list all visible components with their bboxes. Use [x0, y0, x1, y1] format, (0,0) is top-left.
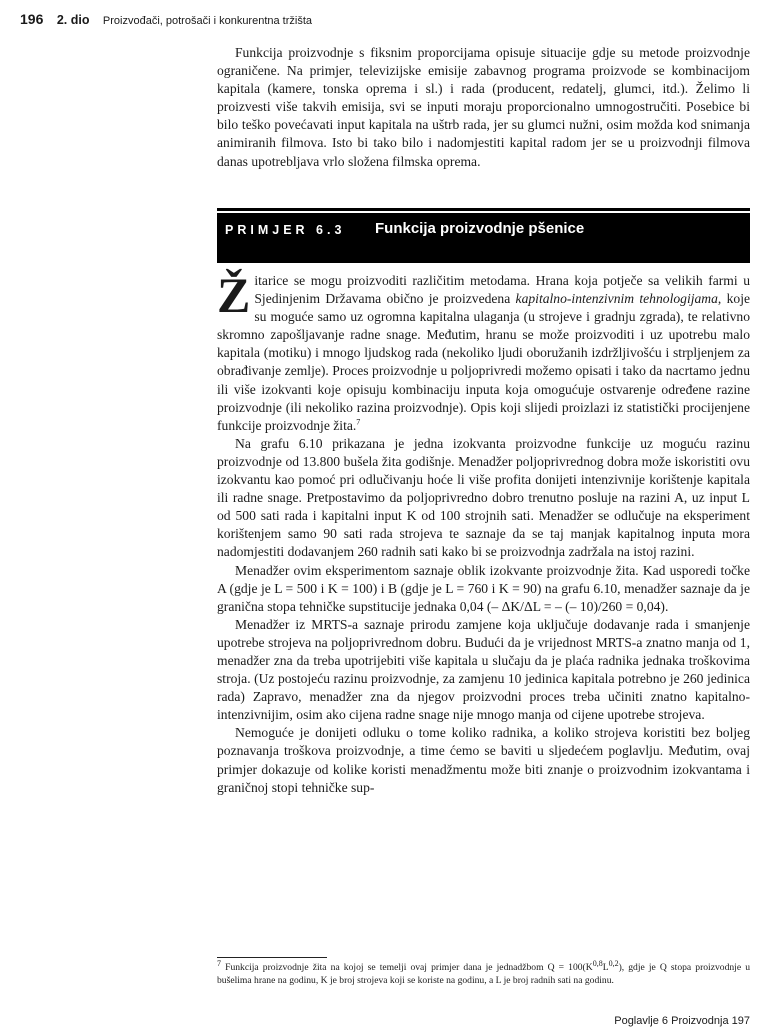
example-box-rule [217, 208, 750, 211]
dropcap: Ž [217, 267, 251, 323]
running-footer: Poglavlje 6 Proizvodnja 197 [614, 1015, 750, 1027]
footnote-rule [217, 957, 327, 958]
page-number: 196 [20, 11, 44, 27]
example-p1-emphasis: kapitalno-intenzivnim tehnologijama [515, 291, 718, 307]
example-p1-text-a: itarice se mogu proizvoditi različitim metodama. Hrana koja potječe sa velikih farmi u Sjedinjenim Državama obično je proizvedena [254, 273, 750, 307]
example-paragraph-1 [217, 267, 751, 435]
example-paragraph-5: Nemoguće je donijeti odluku o tome koliko radnika, a koliko strojeva koristiti bez boljeg poznavanja troškova proizvodnje, a time ćemo se baviti u sljedećem poglavlju. Međutim, ovaj primjer dokazuje od kolike koristi menadžmentu može biti znanje o proizvodnim izokvantama i graničnoj stopi tehničke sup- [217, 725, 750, 795]
footnote-text-b: ), gdje je Q stopa proizvodnje u bušelima hrane na godinu, K je broj strojeva koji se koriste na godinu, a L je broj radnih sati na godinu. [217, 962, 750, 986]
example-paragraph-4: Menadžer iz MRTS-a saznaje prirodu zamjene koja uključuje dodavanje rada i smanjenje upotrebe strojeva na poljoprivrednom dobru. Budući da je vrijednost MRTS-a znatno manja od 1, menadžer zna da treba upotrijebiti više kapitala u slučaju da je plaća radnika jednaka troškovima stroja. (Uz postojeću razinu proizvodnje, za zamjenu 10 jedinica kapitala potrebno je 260 jedinica rada) Zapravo, menadžer zna da njegov proizvodni proces treba učiniti znatno kapitalno-intenzivnijim, osim ako cijena radne snage nije mnogo manja od cijene upotrebe strojeva. [217, 616, 750, 723]
example-title: Funkcija proizvodnje pšenice [375, 220, 585, 237]
footnote-text-mid: L [602, 962, 609, 973]
example-p1-text-b: , koje su moguće samo uz ogromna kapitalna ulaganja (u strojeve i gradnju zgrada), te relativno skromno zapošljavanje radne snage. Međutim, hranu se može proizvoditi i uz upotrebu malo kapitala (motiku) i mnogo ljudskog rada (nekoliko ljudi oboružanih izdržljivošću i strpljenjem za obrađivanje zemlje). Proces proizvodnje u poljoprivredi možemo opisati i tako da nacrtamo jednu ili više izokvanti koje opisuju kombinaciju inputa koja omogućuje ostvarenje određene razine proizvodnje (ili nekoliko razina proizvodnje). Opis koji slijedi proizlazi iz statistički procijenjene funkcije proizvodnje žita. [217, 291, 751, 433]
footnote-marker: 7 [217, 958, 221, 968]
footnote-exponent-k: 0,8 [592, 958, 603, 968]
running-header [20, 11, 312, 29]
footnote [217, 958, 750, 987]
intro-paragraph: Funkcija proizvodnje s fiksnim proporcijama opisuje situacije gdje su metode proizvodnje ograničene. Na primjer, televizijske emisije zabavnog programa proizvode se kombinacijom kapitala (kamere, tonska oprema i sl.) i rada (producent, redatelj, glumci, itd.). Želimo li proizvesti više takvih emisija, svi se inputi moraju proporcionalno umnogostručiti. Posebice bi bilo teško povećavati input kapitala na uštrb rada, jer su glumci nužni, osim možda kod snimanja animiranih filmova. Isto bi tako bilo i nadomjestiti kapital radom jer se u proizvodnji filmova danas upotrebljava vrlo složena filmska oprema. [217, 45, 750, 169]
part-label: 2. dio [56, 13, 90, 27]
footnote-ref[interactable]: 7 [356, 417, 361, 427]
example-body [217, 267, 751, 797]
chapter-title: Proizvođači, potrošači i konkurentna tržišta [102, 15, 313, 27]
example-paragraph-3: Menadžer ovim eksperimentom saznaje oblik izokvante proizvodnje žita. Kad usporedi točke A (gdje je L = 500 i K = 100) i B (gdje je L = 760 i K = 90) na grafu 6.10, menadžer saznaje da je granična stopa tehničke supstitucije jednaka 0,04 (– ΔK/ΔL = – (– 10)/260 = 0,04). [217, 562, 750, 614]
footnote-exponent-l: 0,2 [608, 958, 619, 968]
footnote-text-a: Funkcija proizvodnje žita na kojoj se temelji ovaj primjer dana je jednadžbom Q = 100(K [225, 962, 593, 973]
example-label: PRIMJER 6.3 [225, 223, 346, 237]
example-paragraph-2: Na grafu 6.10 prikazana je jedna izokvanta proizvodne funkcije uz moguću razinu proizvodnje od 13.800 bušela žita godišnje. Menadžer poljoprivrednog dobra može iskoristiti ovu izokvantu kao pomoć pri odlučivanju hoće li više profita donijeti intenzivnije korištenje kapitala ili radne snage. Pretpostavimo da poljoprivredno dobro trenutno posluje na razini A, uz input L od 500 sati rada i kapitalni input K od 100 strojnih sati. Menadžer se odlučuje na eksperiment korištenjem samo 90 sati rada strojeva te saznaje da se taj manjak kapitalnog inputa mora nadomjestiti dodavanjem 260 radnih sati kako bi se proizvodnja zadržala na istoj razini. [217, 435, 750, 560]
example-box-header [217, 213, 750, 263]
intro-section [217, 44, 750, 171]
